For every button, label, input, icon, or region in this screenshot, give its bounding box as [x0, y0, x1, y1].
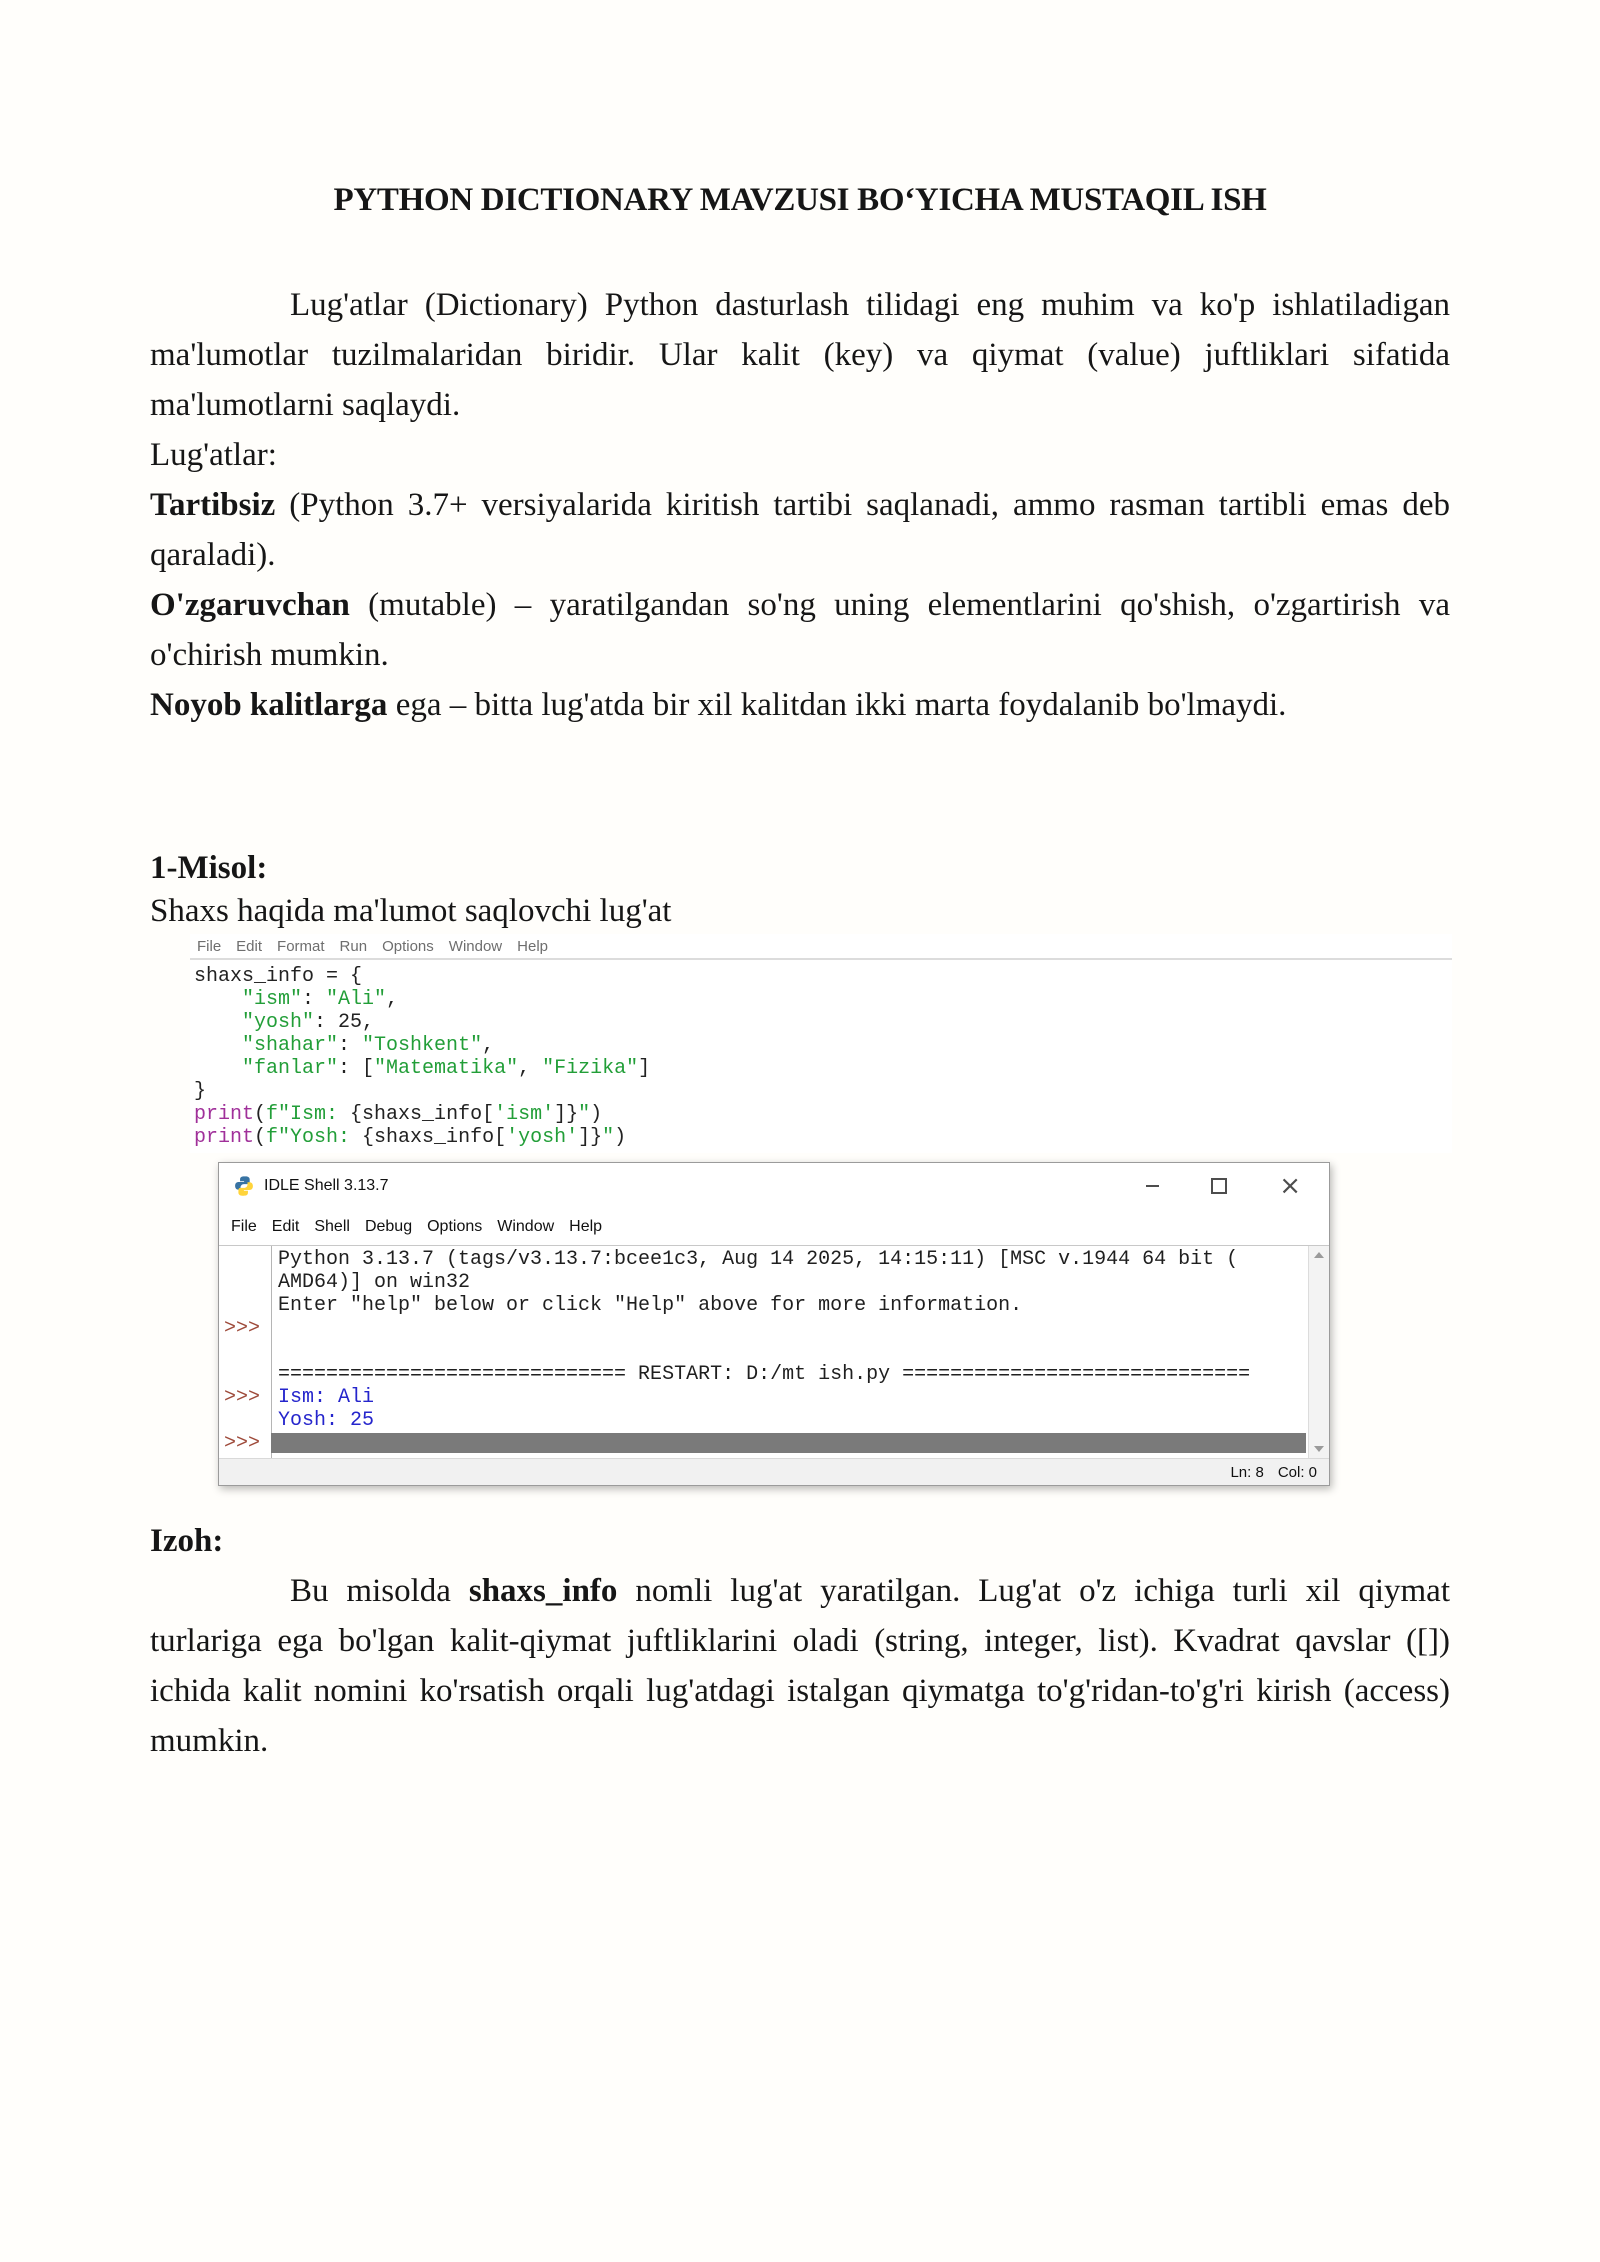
editor-menu-edit[interactable]: Edit	[236, 937, 263, 955]
code-line: "shahar": "Toshkent",	[242, 1034, 495, 1057]
shell-prompt: >>>	[224, 1432, 261, 1455]
shell-menu-edit[interactable]: Edit	[271, 1218, 300, 1235]
shell-menu-window[interactable]: Window	[497, 1218, 555, 1235]
shell-line: ============================= RESTART: D:/mt ish.py =============================	[278, 1363, 1251, 1386]
minimize-button[interactable]	[1146, 1185, 1159, 1187]
shell-statusbar	[219, 1458, 1329, 1485]
shell-menu-file[interactable]: File	[231, 1218, 257, 1235]
shell-textarea[interactable]	[219, 1245, 1329, 1459]
window-controls	[1146, 1163, 1301, 1209]
editor-menu-file[interactable]: File	[197, 937, 222, 955]
shell-prompt	[219, 1409, 271, 1432]
izoh-text: Bu misolda	[290, 1573, 469, 1609]
example-caption: Shaxs haqida ma'lumot saqlovchi lug'at	[150, 893, 672, 929]
shell-menu-options[interactable]: Options	[427, 1218, 483, 1235]
status-line-number: Ln: 8	[1230, 1463, 1264, 1481]
feature-ozgaruvchan	[150, 580, 1450, 680]
shell-menu-shell[interactable]: Shell	[314, 1218, 350, 1235]
feature-text: (Python 3.7+ versiyalarida kiritish tartibi saqlanadi, ammo rasman tartibli emas deb qaraladi).	[150, 487, 1450, 573]
code-line: print(f"Ism: {shaxs_info['ism']}")	[194, 1103, 603, 1126]
feature-noyob	[150, 680, 1450, 730]
shell-output	[219, 1248, 1308, 1455]
shell-prompt: >>>	[224, 1317, 261, 1340]
python-icon	[233, 1175, 255, 1197]
editor-menu-format[interactable]: Format	[277, 937, 325, 955]
izoh-term: shaxs_info	[468, 1573, 618, 1609]
shell-window	[218, 1162, 1330, 1486]
shell-line: Enter "help" below or click "Help" above for more information.	[278, 1294, 1023, 1317]
code-line: print(f"Yosh: {shaxs_info['yosh']}")	[194, 1126, 627, 1149]
shell-prompt	[219, 1363, 271, 1386]
shell-window-title: IDLE Shell 3.13.7	[264, 1177, 389, 1194]
document-body	[150, 280, 1450, 730]
shell-scrollbar[interactable]	[1308, 1246, 1329, 1458]
shell-line	[271, 1432, 1308, 1455]
shell-line	[271, 1317, 1308, 1340]
shell-prompt	[219, 1248, 271, 1271]
example-heading: 1-Misol:	[150, 850, 268, 886]
code-line: "fanlar": ["Matematika", "Fizika"]	[242, 1057, 651, 1080]
shell-line: Yosh: 25	[278, 1409, 375, 1432]
shell-line: Ism: Ali	[278, 1386, 375, 1409]
editor-menu-window[interactable]: Window	[448, 937, 503, 955]
code-line: "ism": "Ali",	[242, 988, 399, 1011]
editor-code	[190, 960, 1452, 1153]
maximize-button[interactable]	[1211, 1178, 1227, 1194]
izoh-text: nomli lug'at yaratilgan. Lug'at o'z ichiga turli xil qiymat turlariga ega bo'lgan kalit-qiymat juftliklarini oladi (string, integer, list). Kvadrat qavslar ([]) ichida kalit nomini ko'rsatish orqali lug'atdagi istalgan qiymatga to'g'ridan-to'g'ri kirish (access) mumkin.	[150, 1573, 1450, 1759]
page-title: PYTHON DICTIONARY MAVZUSI BOʻYICHA MUSTAQIL ISH	[333, 182, 1267, 218]
shell-menu-debug[interactable]: Debug	[364, 1218, 413, 1235]
code-line: }	[194, 1080, 207, 1103]
feature-text: (mutable) – yaratilgandan so'ng uning elementlarini qo'shish, o'zgartirish va o'chirish mumkin.	[150, 587, 1450, 673]
code-line: shaxs_info = {	[194, 965, 363, 988]
editor-menubar	[190, 934, 1452, 960]
editor-menu-run[interactable]: Run	[339, 937, 368, 955]
shell-prompt	[219, 1271, 271, 1294]
shell-input-highlight[interactable]	[271, 1433, 1306, 1453]
feature-term: Noyob kalitlarga	[150, 687, 388, 723]
izoh-heading: Izoh:	[150, 1523, 224, 1559]
list-label: Lug'atlar:	[150, 437, 277, 473]
izoh-paragraph	[150, 1566, 1450, 1766]
intro-paragraph: Lug'atlar (Dictionary) Python dasturlash tilidagi eng muhim va ko'p ishlatiladigan ma'lumotlar tuzilmalaridan biridir. Ular kalit (key) va qiymat (value) juftliklari sifatida ma'lumotlarni saqlaydi.	[150, 287, 1450, 423]
close-button[interactable]: ×	[1279, 1171, 1301, 1201]
shell-line	[271, 1340, 1308, 1363]
shell-titlebar	[219, 1163, 1329, 1209]
editor-menu-help[interactable]: Help	[517, 937, 548, 955]
feature-tartibsiz	[150, 480, 1450, 580]
shell-prompt: >>>	[224, 1386, 261, 1409]
shell-line: AMD64)] on win32	[278, 1271, 471, 1294]
shell-line: Python 3.13.7 (tags/v3.13.7:bcee1c3, Aug 14 2025, 14:15:11) [MSC v.1944 64 bit (	[278, 1248, 1239, 1271]
feature-term: O'zgaruvchan	[150, 587, 350, 623]
shell-menubar	[219, 1209, 1329, 1245]
shell-prompt	[219, 1340, 271, 1363]
shell-prompt	[219, 1294, 271, 1317]
editor-screenshot	[190, 934, 1452, 1153]
status-column-number: Col: 0	[1277, 1463, 1317, 1481]
scrollbar-down-icon[interactable]	[1314, 1446, 1324, 1452]
code-line: "yosh": 25,	[242, 1011, 375, 1034]
editor-menu-options[interactable]: Options	[382, 937, 434, 955]
shell-menu-help[interactable]: Help	[569, 1218, 603, 1235]
feature-text: ega – bitta lug'atda bir xil kalitdan ikki marta foydalanib bo'lmaydi.	[387, 687, 1287, 723]
feature-term: Tartibsiz	[150, 487, 276, 523]
scrollbar-up-icon[interactable]	[1314, 1252, 1324, 1258]
